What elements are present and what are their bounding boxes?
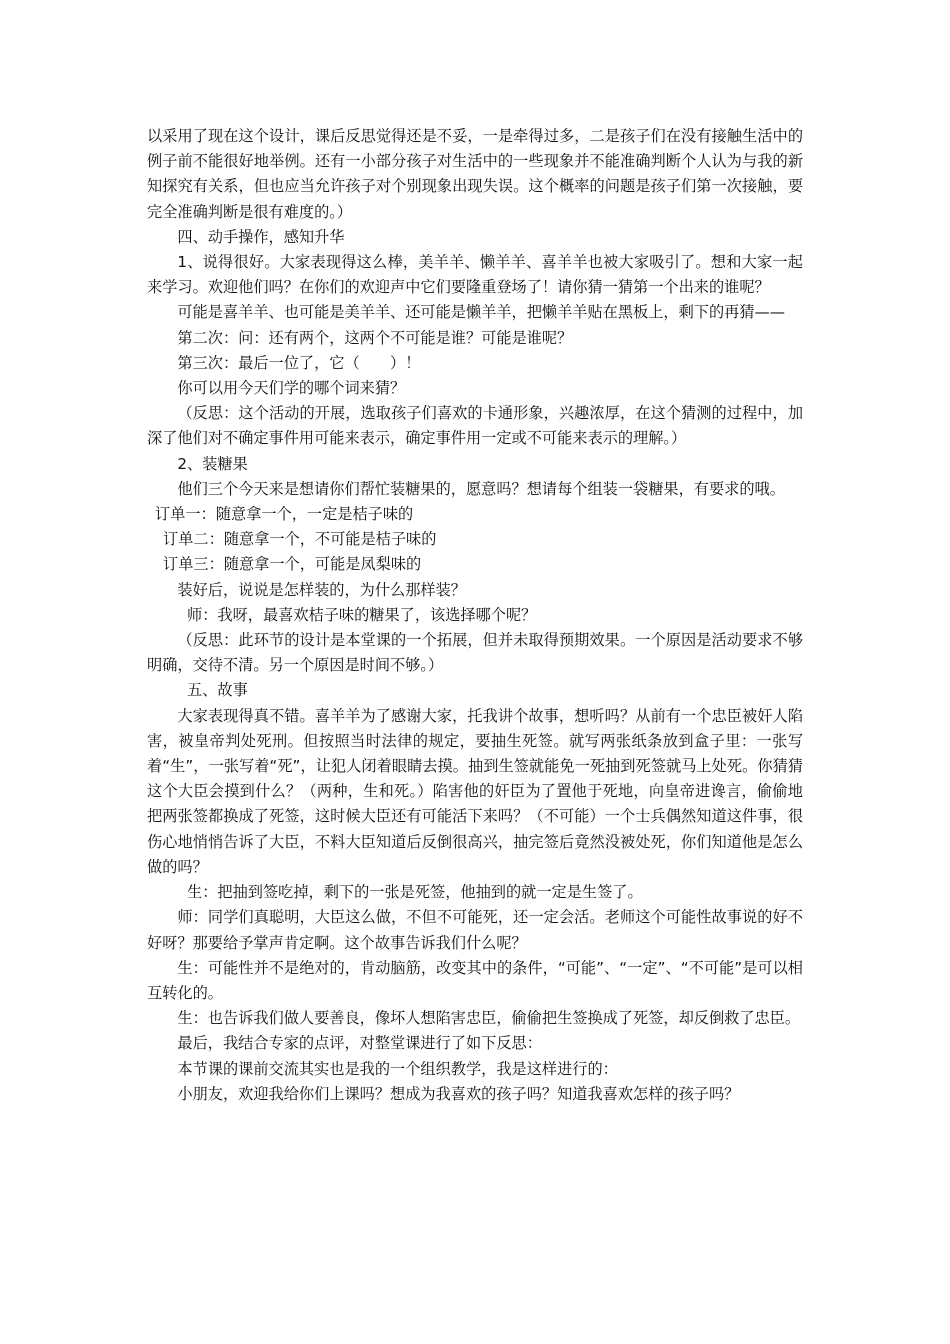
order-3: 订单三：随意拿一个，可能是凤梨味的 (163, 555, 422, 574)
paragraph-after-packing: 装好后，说说是怎样装的，为什么那样装？ (177, 580, 466, 599)
section-heading-5: 五、故事 (187, 681, 248, 700)
paragraph-activity-1: 1、说得很好。大家表现得这么棒，美羊羊、懒羊羊、喜羊羊也被大家吸引了。想和大家一起来学习。欢迎他们吗？在你们的欢迎声中它们要隆重登场了！请你猜一猜第一个出来的谁呢？ (147, 253, 803, 297)
paragraph-teacher-praise: 师：同学们真聪明，大臣这么做，不但不可能死，还一定会活。老师这个可能性故事说的好不好呀？那要给予掌声肯定啊。这个故事告诉我们什么呢？ (147, 908, 803, 952)
subheading-candy: 2、装糖果 (177, 454, 248, 473)
paragraph-teacher-candy: 师：我呀，最喜欢桔子味的糖果了，该选择哪个呢？ (187, 605, 537, 624)
paragraph-student-2: 生：可能性并不是绝对的，肯动脑筋，改变其中的条件，“可能”、“一定”、“不可能”是可以相互转化的。 (147, 958, 803, 1002)
document-body (147, 124, 803, 1107)
paragraph-reflection-1: （反思：这个活动的开展，选取孩子们喜欢的卡通形象，兴趣浓厚，在这个猜测的过程中，加深了他们对不确定事件用可能来表示，确定事件用一定或不可能来表示的理解。） (147, 404, 803, 448)
paragraph-second-guess: 第二次：问：还有两个，这两个不可能是谁？可能是谁呢？ (177, 328, 573, 347)
paragraph-pre-class: 本节课的课前交流其实也是我的一个组织教学，我是这样进行的： (177, 1059, 618, 1078)
paragraph-final-reflection: 最后，我结合专家的点评，对整堂课进行了如下反思： (177, 1034, 542, 1053)
section-heading-4: 四、动手操作，感知升华 (177, 227, 345, 246)
order-1: 订单一：随意拿一个，一定是桔子味的 (155, 505, 414, 524)
paragraph-candy-intro: 他们三个今天来是想请你们帮忙装糖果的，愿意吗？想请每个组装一袋糖果，有要求的哦。 (177, 479, 785, 498)
paragraph-greeting: 小朋友，欢迎我给你们上课吗？想成为我喜欢的孩子吗？知道我喜欢怎样的孩子吗？ (177, 1084, 740, 1103)
order-2: 订单二：随意拿一个，不可能是桔子味的 (163, 530, 437, 549)
paragraph-third-guess: 第三次：最后一位了，它（ ）！ (177, 353, 421, 372)
paragraph-guess: 可能是喜羊羊、也可能是美羊羊、还可能是懒羊羊，把懒羊羊贴在黑板上，剩下的再猜—— (177, 303, 785, 322)
paragraph-story: 大家表现得真不错。喜羊羊为了感谢大家，托我讲个故事，想听吗？从前有一个忠臣被奸人陷害，被皇帝判处死刑。但按照当时法律的规定，要抽生死签。就写两张纸条放到盒子里：一张写着“生”，一张写着“死”，让犯人闭着眼睛去摸。抽到生签就能免一死抽到死签就马上处死。你猜猜这个大臣会摸到什么？（两种，生和死。）陷害他的奸臣为了置他于死地，向皇帝进谗言，偷偷地把两张签都换成了死签，这时候大臣还有可能活下来吗？（不可能）一个士兵偶然知道这件事，很伤心地悄悄告诉了大臣，不料大臣知道后反倒很高兴，抽完签后竟然没被处死，你们知道他是怎么做的吗？ (147, 706, 803, 876)
paragraph-reflection-continued: 以采用了现在这个设计，课后反思觉得还是不妥，一是牵得过多，二是孩子们在没有接触生活中的例子前不能很好地举例。还有一小部分孩子对生活中的一些现象并不能准确判断个人认为与我的新知探究有关系，但也应当允许孩子对个别现象出现失误。这个概率的问题是孩子们第一次接触，要完全准确判断是很有难度的。） (147, 127, 803, 221)
paragraph-student-1: 生：把抽到签吃掉，剩下的一张是死签，他抽到的就一定是生签了。 (187, 883, 643, 902)
paragraph-reflection-2: （反思：此环节的设计是本堂课的一个拓展，但并未取得预期效果。一个原因是活动要求不够明确，交待不清。另一个原因是时间不够。） (147, 631, 803, 675)
paragraph-student-3: 生：也告诉我们做人要善良，像坏人想陷害忠臣，偷偷把生签换成了死签，却反倒救了忠臣。 (177, 1009, 801, 1028)
paragraph-question: 你可以用今天们学的哪个词来猜？ (177, 379, 406, 398)
